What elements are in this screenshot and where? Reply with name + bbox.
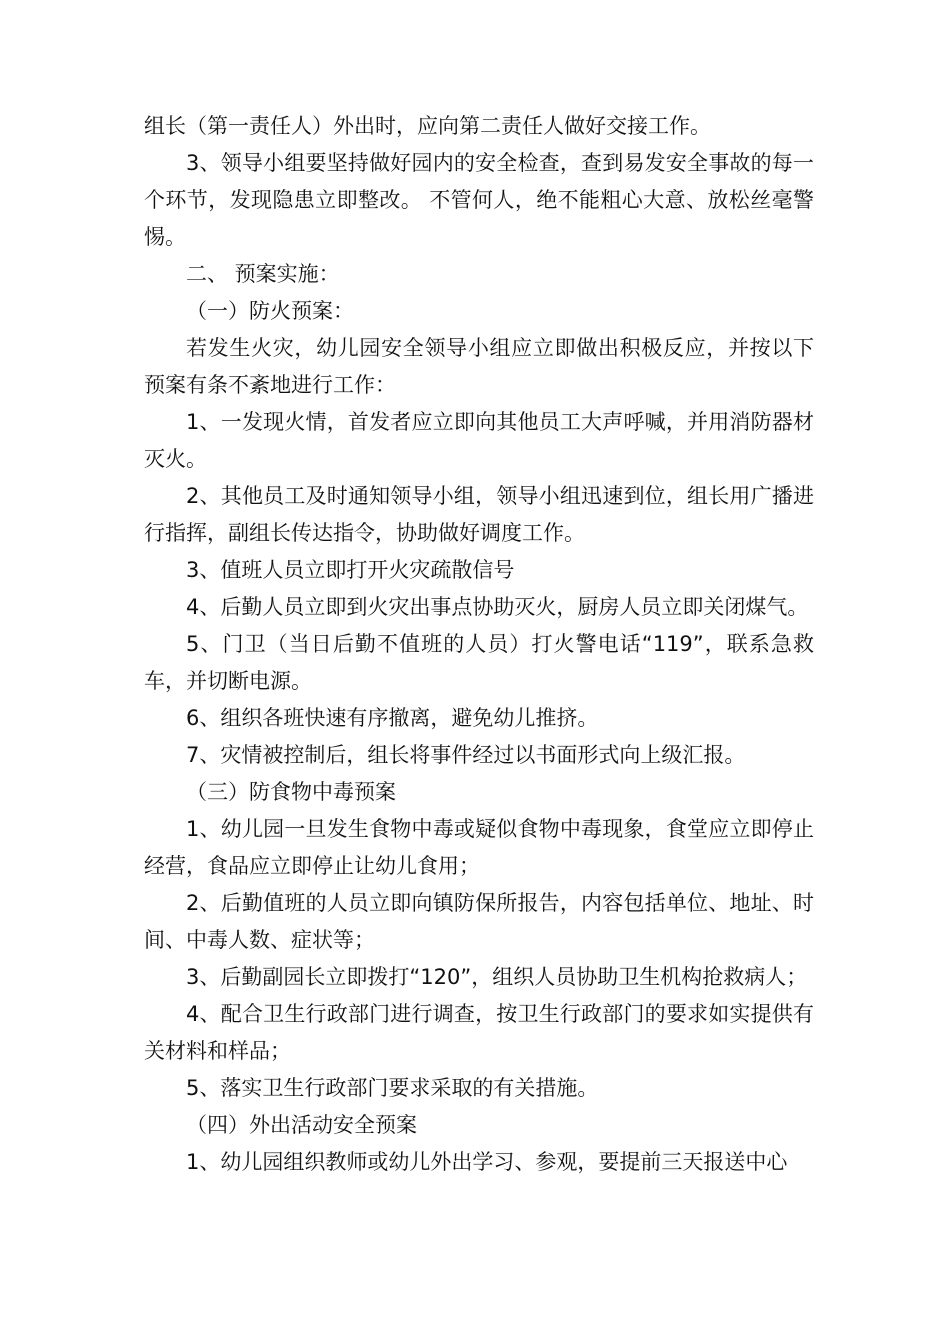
- paragraph-fire-step-4: 4、后勤人员立即到火灾出事点协助灭火，厨房人员立即关闭煤气。: [186, 595, 809, 619]
- document-body: [144, 108, 814, 1181]
- subsection-heading-food-poisoning: （三）防食物中毒预案: [186, 780, 396, 804]
- section-heading-plan-implementation: 二、 预案实施：: [186, 262, 340, 286]
- paragraph-handover: 组长（第一责任人）外出时，应向第二责任人做好交接工作。: [144, 114, 711, 138]
- paragraph-food-step-1: 1、幼儿园一旦发生食物中毒或疑似食物中毒现象，食堂应立即停止经营，食品应立即停止让幼儿食用；: [144, 817, 814, 878]
- paragraph-food-step-4: 4、配合卫生行政部门进行调查，按卫生行政部门的要求如实提供有关材料和样品；: [144, 1002, 814, 1063]
- paragraph-fire-intro: 若发生火灾，幼儿园安全领导小组应立即做出积极反应，并按以下预案有条不紊地进行工作：: [144, 336, 814, 397]
- paragraph-food-step-2: 2、后勤值班的人员立即向镇防保所报告，内容包括单位、地址、时间、中毒人数、症状等；: [144, 891, 814, 952]
- paragraph-fire-step-3: 3、值班人员立即打开火灾疏散信号: [186, 558, 515, 582]
- paragraph-food-step-5: 5、落实卫生行政部门要求采取的有关措施。: [186, 1076, 599, 1100]
- paragraph-outing-step-1: 1、幼儿园组织教师或幼儿外出学习、参观，要提前三天报送中心: [186, 1150, 788, 1174]
- subsection-heading-fire-plan: （一）防火预案：: [186, 299, 354, 323]
- paragraph-fire-step-5: 5、门卫（当日后勤不值班的人员）打火警电话“119”，联系急救车，并切断电源。: [144, 632, 814, 693]
- paragraph-food-step-3: 3、后勤副园长立即拨打“120”，组织人员协助卫生机构抢救病人；: [186, 965, 808, 989]
- paragraph-fire-step-6: 6、组织各班快速有序撤离，避免幼儿推挤。: [186, 706, 599, 730]
- paragraph-fire-step-1: 1、一发现火情，首发者应立即向其他员工大声呼喊，并用消防器材灭火。: [144, 410, 814, 471]
- paragraph-fire-step-2: 2、其他员工及时通知领导小组，领导小组迅速到位，组长用广播进行指挥，副组长传达指令，协助做好调度工作。: [144, 484, 814, 545]
- paragraph-fire-step-7: 7、灾情被控制后，组长将事件经过以书面形式向上级汇报。: [186, 743, 746, 767]
- paragraph-safety-inspection: 3、领导小组要坚持做好园内的安全检查，查到易发安全事故的每一个环节，发现隐患立即整改。 不管何人，绝不能粗心大意、放松丝毫警惕。: [144, 151, 814, 249]
- subsection-heading-outing-safety: （四）外出活动安全预案: [186, 1113, 417, 1137]
